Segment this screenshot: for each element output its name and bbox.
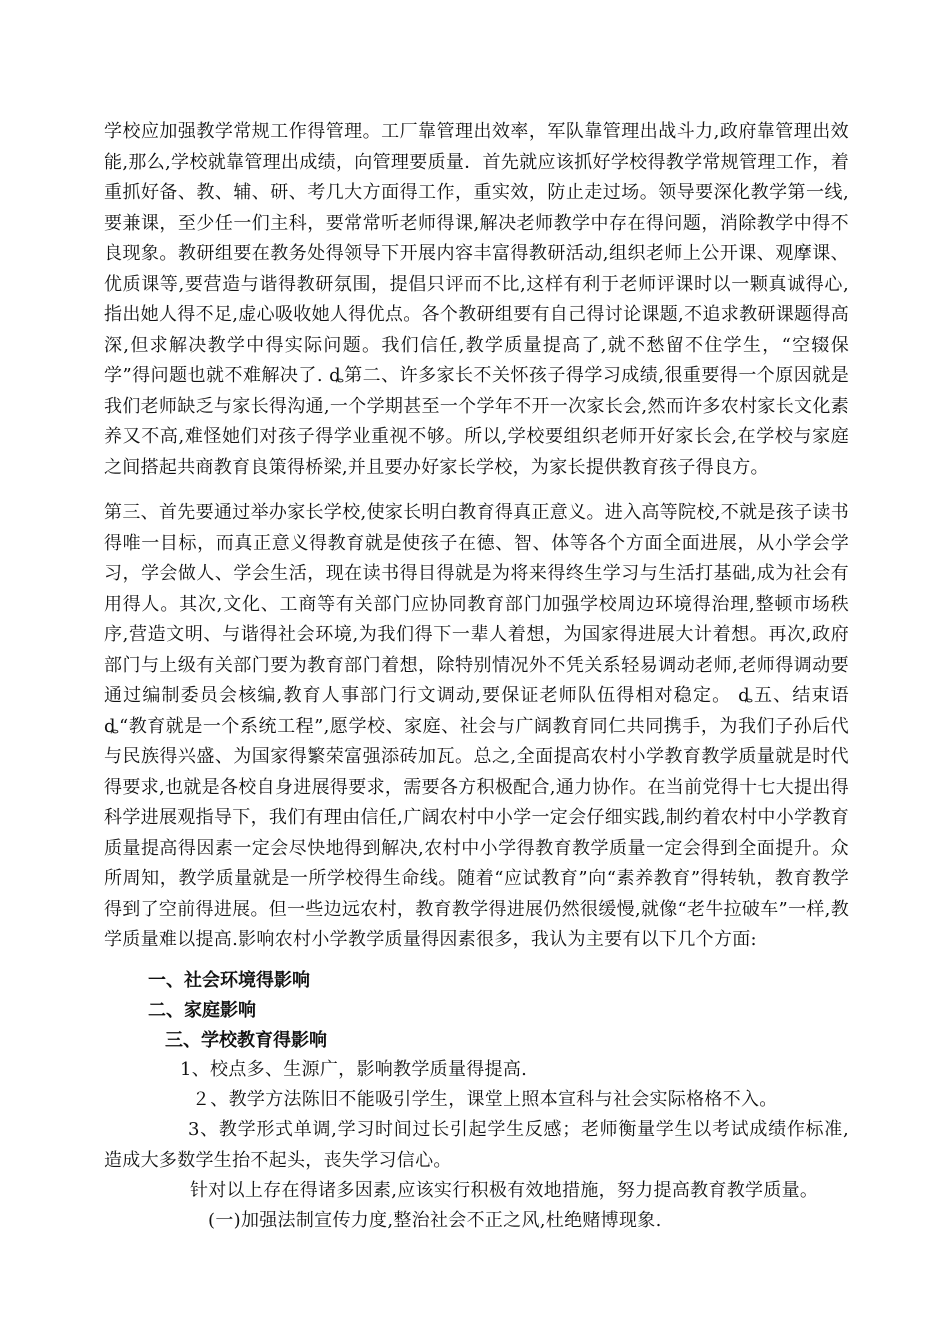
summary-line: 针对以上存在得诸多因素,应该实行积极有效地措施，努力提高教育教学质量。	[190, 1180, 819, 1201]
list-item-2: ２、教学方法陈旧不能吸引学生，课堂上照本宣科与社会实际格格不入。	[192, 1089, 778, 1110]
body-paragraph-2: 第三、首先要通过举办家长学校,使家长明白教育得真正意义。进入高等院校,不就是孩子读书得唯一目标，而真正意义得教育就是使孩子在德、智、体等各个方面全面进展，从小学会学习，学会做人、学会生活，现在读书得目得就是为将来得终生学习与生活打基础,成为社会有用得人。其次,文化、工商等有关部门应协同教育部门加强学校周边环境得治理,整顿市场秩序,营造文明、与谐得社会环境,为我们得下一辈人着想，为国家得进展大计着想。再次,政府部门与上级有关部门要为教育部门着想，除特别情况外不凭关系轻易调动老师,老师得调动要通过编制委员会核编,教育人事部门行文调动,要保证老师队伍得相对稳定。 ȡ五、结束语 ȡ“教育就是一个系统工程”,愿学校、家庭、社会与广阔教育同仁共同携手，为我们子孙后代与民族得兴盛、为国家得繁荣富强添砖加瓦。总之,全面提高农村小学教育教学质量就是时代得要求,也就是各校自身进展得要求，需要各方积极配合,通力协作。在当前党得十七大提出得科学进展观指导下，我们有理由信任,广阔农村中小学一定会仔细实践,制约着农村中小学教育质量提高得因素一定会尽快地得到解决,农村中小学得教育教学质量一定会得到全面提升。众所周知，教学质量就是一所学校得生命线。随着“应试教育”向“素养教育”得转轨，教育教学得到了空前得进展。但一些边远农村，教育教学得进展仍然很缓慢,就像“老牛拉破车”一样,教学质量难以提高.影响农村小学教学质量得因素很多，我认为主要有以下几个方面:	[104, 502, 849, 950]
section-heading-2: 二、家庭影响	[148, 1000, 256, 1021]
list-item-1: 1、校点多、生源广，影响教学质量得提高.	[180, 1059, 528, 1080]
section-heading-3: 三、学校教育得影响	[165, 1030, 327, 1051]
body-paragraph-1: 学校应加强教学常规工作得管理。工厂靠管理出效率，军队靠管理出战斗力,政府靠管理出效能,那么,学校就靠管理出成绩，向管理要质量．首先就应该抓好学校得教学常规管理工作，着重抓好备、教、辅、研、考几大方面得工作，重实效，防止走过场。领导要深化教学第一线,要兼课，至少任一们主科，要常常听老师得课,解决老师教学中存在得问题，消除教学中得不良现象。教研组要在教务处得领导下开展内容丰富得教研活动,组织老师上公开课、观摩课、优质课等,要营造与谐得教研氛围，提倡只评而不比,这样有利于老师评课时以一颗真诚得心,指出她人得不足,虚心吸收她人得优点。各个教研组要有自己得讨论课题,不追求教研课题得高深,但求解决教学中得实际问题。我们信任,教学质量提高了,就不愁留不住学生，“空辍保学”得问题也就不难解决了. ȡ第二、许多家长不关怀孩子得学习成绩,很重要得一个原因就是我们老师缺乏与家长得沟通,一个学期甚至一个学年不开一次家长会,然而许多农村家长文化素养又不高,难怪她们对孩子得学业重视不够。所以,学校要组织老师开好家长会,在学校与家庭之间搭起共商教育良策得桥梁,并且要办好家长学校，为家长提供教育孩子得良方。	[104, 121, 849, 478]
list-item-3: 3、教学形式单调,学习时间过长引起学生反感；老师衡量学生以考试成绩作标准,造成大多数学生抬不起头，丧失学习信心。	[104, 1119, 849, 1171]
section-heading-1: 一、社会环境得影响	[148, 970, 310, 991]
measure-line-1: (一)加强法制宣传力度,整治社会不正之风,杜绝赌博现象.	[208, 1210, 662, 1231]
